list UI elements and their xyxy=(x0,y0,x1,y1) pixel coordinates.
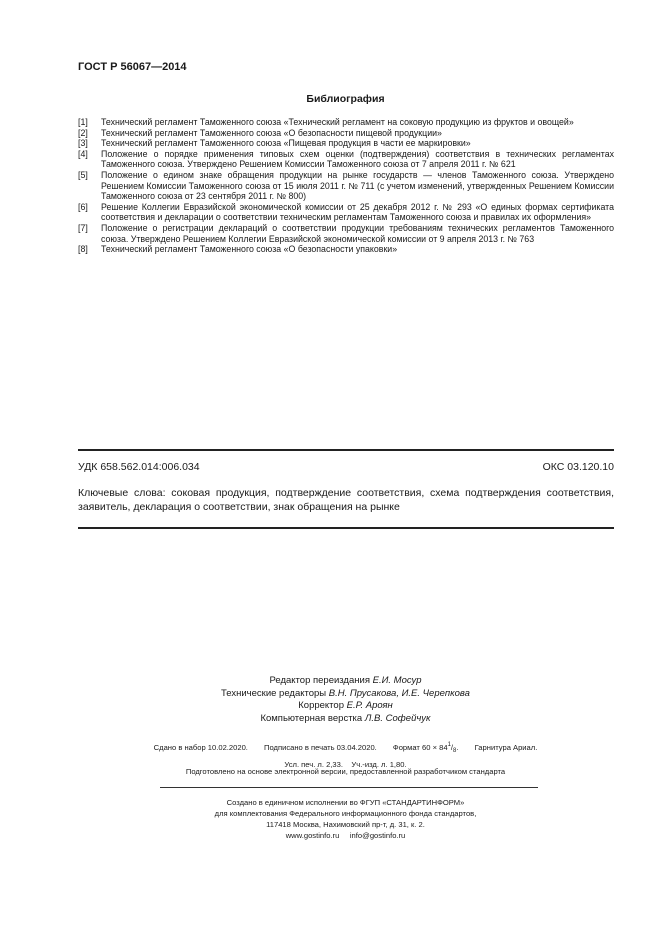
layout-name: Л.В. Софейчук xyxy=(364,712,431,724)
entry-number: [3] xyxy=(78,138,88,149)
format-slash: / xyxy=(450,743,454,752)
divider-publisher xyxy=(160,787,538,788)
entry-number: [8] xyxy=(78,244,88,255)
publisher-block xyxy=(0,797,661,841)
bibliography-entry xyxy=(78,138,614,149)
tech-editors-line xyxy=(30,688,661,701)
email-link[interactable]: info@gostinfo.ru xyxy=(349,831,406,840)
entry-number: [5] xyxy=(78,169,88,180)
editor-line xyxy=(30,675,661,688)
editor-label: Редактор переиздания xyxy=(269,675,370,686)
entry-text: Технический регламент Таможенного союза «О безопасности пищевой продукции» xyxy=(101,127,442,138)
entry-text: Положение о порядке применения типовых схем оценки (подтверждения) соответствия в технических регламентах Таможенного союза. Утверждено Решением Комиссии Таможенного союза от 7 апреля 2011 г. № 621 xyxy=(101,148,614,170)
entry-text: Технический регламент Таможенного союза «О безопасности упаковки» xyxy=(101,244,398,255)
entry-text: Технический регламент Таможенного союза «Пищевая продукция в части ее маркировки» xyxy=(101,138,471,149)
publishing-sheets: Уч.-изд. л. 1,80. xyxy=(351,760,407,769)
bibliography-entry xyxy=(78,170,614,202)
corrector-label: Корректор xyxy=(298,700,344,712)
bibliography-entry xyxy=(78,128,614,139)
typeface: Гарнитура Ариал. xyxy=(474,743,538,752)
print-info-line-1 xyxy=(30,739,661,758)
format-suffix: . xyxy=(456,743,459,752)
bibliography-entry xyxy=(78,149,614,170)
prepared-note: Подготовлено на основе электронной версии, предоставленной разработчиком стандарта xyxy=(185,767,506,776)
corrector-name: Е.Р. Ароян xyxy=(346,700,393,712)
entry-number: [7] xyxy=(78,222,88,233)
bibliography-title: Библиография xyxy=(306,93,385,105)
format-sup: 1 xyxy=(447,742,451,748)
document-id: ГОСТ Р 56067—2014 xyxy=(78,61,187,73)
publisher-line-2: для комплектования Федерального информационного фонда стандартов, xyxy=(214,809,477,818)
paper-format xyxy=(393,743,459,752)
website-link[interactable]: www.gostinfo.ru xyxy=(285,831,340,840)
corrector-line xyxy=(30,700,661,713)
bibliography-entry xyxy=(78,202,614,223)
tech-editors-label: Технические редакторы xyxy=(221,687,327,699)
entry-text: Положение о регистрации деклараций о соответствии продукции требованиям технических регламентов Таможенного союза. Утверждено Решением Коллегии Евразийской экономической комиссии от 9 апреля 2013 г. № 763 xyxy=(101,222,614,244)
editor-name: Е.И. Мосур xyxy=(372,675,422,686)
typeset-date: Сдано в набор 10.02.2020. xyxy=(153,743,248,752)
publisher-line-1: Создано в единичном исполнении во ФГУП «СТАНДАРТИНФОРМ» xyxy=(226,798,465,807)
layout-line xyxy=(30,713,661,726)
bibliography-entry xyxy=(78,117,614,128)
divider-top xyxy=(78,449,614,451)
entry-number: [1] xyxy=(78,117,88,127)
bibliography-entry xyxy=(78,244,614,255)
entry-text: Технический регламент Таможенного союза «Технический регламент на соковую продукцию из фруктов и овощей» xyxy=(101,117,574,127)
tech-editors-names: В.Н. Прусакова, И.Е. Черепкова xyxy=(328,687,470,699)
entry-number: [2] xyxy=(78,127,88,138)
udc-code: УДК 658.562.014:006.034 xyxy=(78,461,200,473)
layout-label: Компьютерная верстка xyxy=(260,712,363,724)
entry-number: [4] xyxy=(78,148,88,159)
publisher-contacts xyxy=(30,830,661,841)
bibliography-list xyxy=(78,117,614,255)
entry-text: Положение о едином знаке обращения продукции на рынке государств — членов Таможенного союза. Утверждено Решением Комиссии Таможенного союза от 15 июля 2011 г. № 711 (с учетом изменений, утвержденных Решением Комиссии Таможенного союза от 23 сентября 2011 г. № 800) xyxy=(101,169,614,202)
format-sub: 8 xyxy=(453,748,457,754)
divider-bottom xyxy=(78,527,614,529)
printed-sheets: Усл. печ. л. 2,33. xyxy=(284,760,343,769)
entry-number: [6] xyxy=(78,201,88,212)
keywords: Ключевые слова: соковая продукция, подтверждение соответствия, схема подтверждения соответствия, заявитель, декларация о соответствии, знак обращения на рынке xyxy=(78,487,614,513)
signed-date: Подписано в печать 03.04.2020. xyxy=(264,743,377,752)
format-prefix: Формат 60 × 84 xyxy=(392,743,448,752)
credits-block xyxy=(0,675,661,725)
bibliography-entry xyxy=(78,223,614,244)
oks-code: ОКС 03.120.10 xyxy=(542,461,614,473)
publisher-address: 117418 Москва, Нахимовский пр-т, д. 31, к. 2. xyxy=(266,820,425,829)
entry-text: Решение Коллегии Евразийской экономической комиссии от 25 декабря 2012 г. № 293 «О единых формах сертификата соответствия и декларации о соответствии техническим регламентам Таможенного союза и правилах их оформления» xyxy=(101,201,614,223)
